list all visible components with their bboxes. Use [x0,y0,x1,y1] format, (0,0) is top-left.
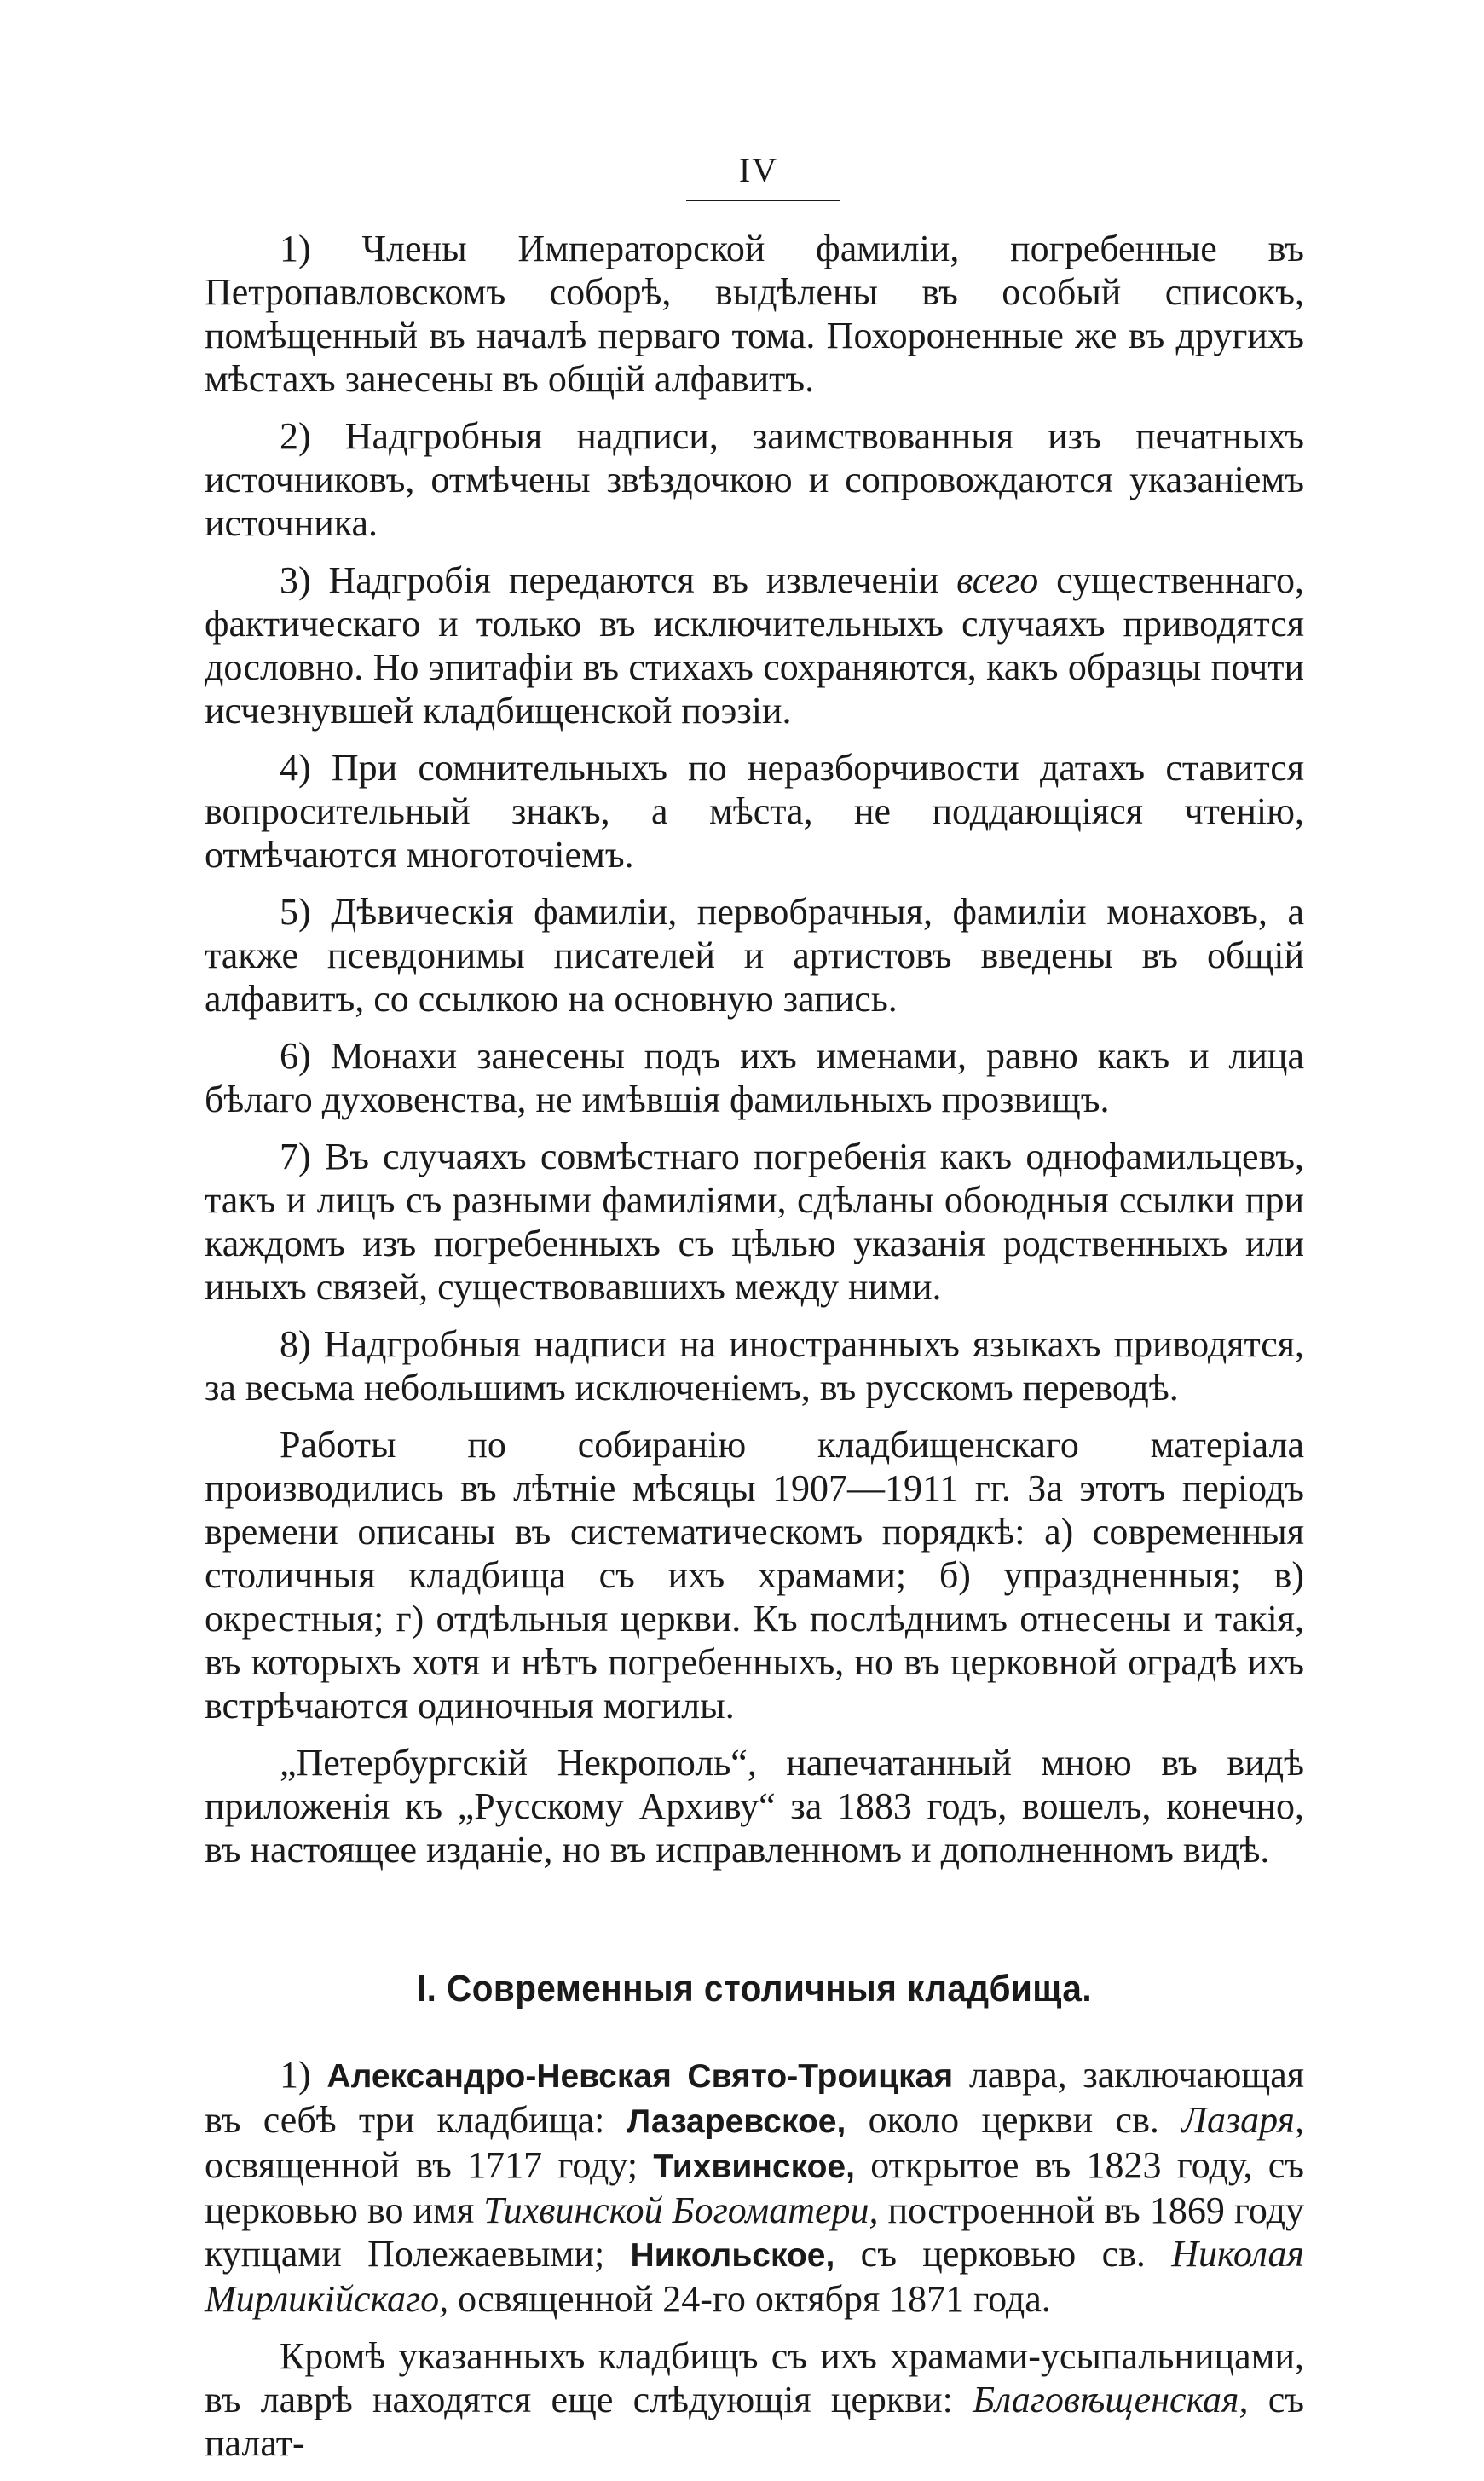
rule-7 [205,1135,1304,1309]
rule-1 [205,227,1304,401]
lazarev-cemetery-name: Лазаревское, [627,2103,846,2140]
rule-text: Дѣвическія фамиліи, первобрачныя, фамиліи монаховъ, а также псевдонимы писателей и артистовъ введены въ общій алфавитъ, со ссылкою на основную запись. [205,891,1304,1020]
church-blagoveshchenskaya-name: Благовѣщенская, [973,2379,1249,2420]
rule-text: существеннаго, фактическаго и только въ исключительныхъ случаяхъ приводятся дословно. Но эпитафіи въ стихахъ сохраняются, какъ образцы почти исчезнувшей кладбищенской поэзіи. [205,559,1304,732]
rule-8 [205,1322,1304,1409]
section-heading: I. Современныя столичныя кладбища. [416,1968,1093,2010]
rule-text: Въ случаяхъ совмѣстнаго погребенія какъ однофамильцевъ, такъ и лицъ съ разными фамиліями, сдѣланы обоюдныя ссылки при каждомъ изъ погребенныхъ съ цѣлью указанія родственныхъ или иныхъ связей, существовавшихъ между ними. [205,1136,1304,1308]
entry-text: построенной въ 1869 году купцами Полежаевыми; [205,2189,1304,2275]
entry-text: около церкви св. [846,2099,1182,2141]
rule-number: 5) [280,891,311,933]
rule-number: 1) [280,228,311,269]
entry-text: лавра, заключающая въ себѣ три кладбища: [205,2054,1305,2141]
entry-text: открытое въ 1823 году, съ церковью во имя [205,2144,1304,2231]
church-nikolai-name: Николая Мирликійскаго, [205,2233,1304,2320]
entry-text: съ церковью св. [834,2233,1172,2275]
church-tikhvin-name: Тихвинской Богоматери, [483,2189,879,2231]
rule-text: Монахи занесены подъ ихъ именами, равно какъ и лица бѣлаго духовенства, не имѣвшія фамильныхъ прозвищъ. [205,1035,1304,1120]
header-rule [686,200,840,201]
rule-6 [205,1034,1304,1121]
rule-text: Надгробныя надписи на иностранныхъ языкахъ приводятся, за весьма небольшимъ исключеніемъ, въ русскомъ переводѣ. [205,1323,1304,1408]
rule-number: 7) [280,1136,311,1177]
rule-text: Надгробныя надписи, заимствованныя изъ печатныхъ источниковъ, отмѣчены звѣздочкою и сопровождаются указаніемъ источника. [205,415,1304,544]
rule-3 [205,558,1304,732]
body-text [205,227,1304,2465]
page [205,153,1304,2465]
page-number: IV [738,151,779,189]
entry-text: освященной 24-го октября 1871 года. [448,2278,1051,2320]
entry-number: 1) [280,2054,311,2096]
entry-text: съ палат- [205,2379,1305,2464]
rule-5 [205,890,1304,1021]
rule-number: 4) [280,747,311,789]
rule-text-italic: всего [956,559,1039,601]
section-entry-1 [205,2053,1304,2321]
rule-4 [205,746,1304,876]
rule-text: При сомнительныхъ по неразборчивости датахъ ставится вопросительный знакъ, а мѣста, не поддающіяся чтенію, отмѣчаются многоточіемъ. [205,747,1304,876]
rule-number: 3) [280,559,311,601]
paragraph-necropolis: „Петербургскій Некрополь“, напечатанный мною въ видѣ приложенія къ „Русскому Архиву“ за 1883 годъ, вошелъ, конечно, въ настоящее изданіе, но въ исправленномъ и дополненномъ видѣ. [205,1742,1304,1871]
rule-number: 2) [280,415,311,457]
lavra-name: Александро-Невская Свято-Троицкая [326,2058,954,2095]
rule-number: 8) [280,1323,311,1365]
paragraph-works: Работы по собиранію кладбищенскаго матеріала производились въ лѣтніе мѣсяцы 1907—1911 гг. За этотъ періодъ времени описаны въ систематическомъ порядкѣ: а) современныя столичныя кладбища съ ихъ храмами; б) упраздненныя; в) окрестныя; г) отдѣльныя церкви. Къ послѣднимъ отнесены и такія, въ которыхъ хотя и нѣтъ погребенныхъ, но въ церковной оградѣ ихъ встрѣчаются одиночныя могилы. [205,1424,1304,1726]
rule-text: Члены Императорской фамиліи, погребенные въ Петропавловскомъ соборѣ, выдѣлены въ особый списокъ, помѣщенный въ началѣ перваго тома. Похороненные же въ другихъ мѣстахъ занесены въ общій алфавитъ. [205,228,1304,400]
entry-text: Кромѣ указанныхъ кладбищъ съ ихъ храмами-усыпальницами, въ лаврѣ находятся еще слѣдующія церкви: [205,2335,1304,2420]
rule-2 [205,414,1304,545]
entry-text: освященной въ 1717 году; [205,2144,654,2186]
church-lazar-name: Лазаря, [1181,2099,1304,2141]
rule-number: 6) [280,1035,311,1077]
nikolskoe-cemetery-name: Никольское, [630,2237,835,2274]
tikhvin-cemetery-name: Тихвинское, [653,2148,855,2185]
rule-text: Надгробія передаются въ извлеченіи [328,559,957,601]
section-entry-2 [205,2334,1304,2465]
